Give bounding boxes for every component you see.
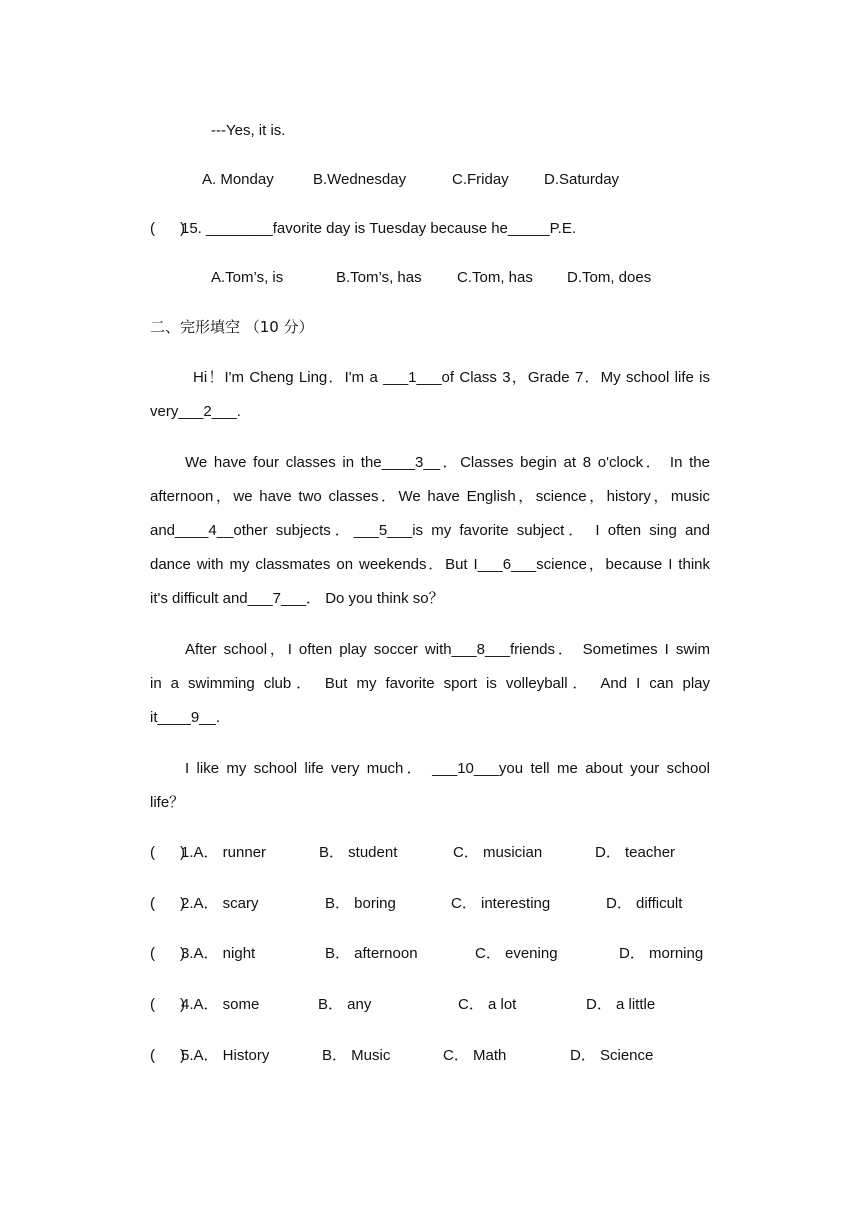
passage-p2-line3: and____4__other subjects．___5___is my favorite subject． I often sing and (150, 522, 710, 539)
cloze-5-option-c: C． Math (443, 1047, 507, 1064)
passage-p3-line2: in a swimming club． But my favorite sport is volleyball． And I can play (150, 675, 710, 692)
cloze-2-option-c: C． interesting (451, 895, 551, 912)
passage-p1-line1: Hi！I'm Cheng Ling．I'm a ___1___of Class 3，Grade 7．My school life is (193, 369, 710, 386)
passage-p2-line1: We have four classes in the____3__．Classes begin at 8 o'clock． In the (185, 454, 710, 471)
cloze-2-bracket: ( ) (150, 895, 185, 912)
q15-option-b: B.Tom’s, has (336, 269, 422, 286)
cloze-3-bracket: ( ) (150, 945, 185, 962)
cloze-3-option-c: C． evening (475, 945, 558, 962)
section-heading: 二、完形填空 （10 分） (150, 318, 314, 336)
cloze-question-5 (0, 1046, 860, 1186)
cloze-1-option-d: D． teacher (595, 844, 676, 861)
cloze-4-option-d: D． a little (586, 996, 656, 1013)
passage-p2-line5: it's difficult and___7___． Do you think so？ (150, 590, 444, 607)
passage-p4-line1: I like my school life very much． ___10___you tell me about your school (185, 760, 710, 777)
passage-p2-line2: afternoon，we have two classes．We have English，science，history，music (150, 488, 710, 505)
passage-p4-line2: life？ (150, 794, 185, 811)
q15-option-d: D.Tom, does (567, 269, 652, 286)
passage-p2-line4: dance with my classmates on weekends．But I___6___science，because I think (150, 556, 710, 573)
cloze-4-bracket: ( ) (150, 996, 185, 1013)
q14-option-d: D.Saturday (544, 171, 620, 188)
cloze-4-option-b: B． any (318, 996, 372, 1013)
cloze-4-option-c: C． a lot (458, 996, 517, 1013)
cloze-2-option-b: B． boring (325, 895, 396, 912)
cloze-3-option-a: 3.A． night (181, 945, 256, 962)
q14-option-c: C.Friday (452, 171, 509, 188)
q14-option-a: A. Monday (202, 171, 274, 188)
passage-p1-line2: very___2___. (150, 403, 241, 420)
cloze-1-option-b: B． student (319, 844, 398, 861)
cloze-3-option-d: D． morning (619, 945, 704, 962)
cloze-1-option-c: C． musician (453, 844, 543, 861)
cloze-5-option-b: B． Music (322, 1047, 391, 1064)
q15-option-a: A.Tom’s, is (211, 269, 284, 286)
cloze-1-option-a: 1.A． runner (181, 844, 267, 861)
cloze-4-option-a: 4.A． some (181, 996, 260, 1013)
cloze-5-option-a: 5.A． History (181, 1047, 270, 1064)
q15-bracket: ( ) (150, 220, 185, 237)
q14-option-b: B.Wednesday (313, 171, 407, 188)
cloze-2-option-a: 2.A． scary (181, 895, 259, 912)
q15-stem: 15. ________favorite day is Tuesday because he_____P.E. (181, 220, 577, 237)
q14-answer-line: ---Yes, it is. (211, 122, 286, 139)
cloze-5-option-d: D． Science (570, 1047, 654, 1064)
cloze-3-option-b: B． afternoon (325, 945, 418, 962)
passage-p3-line1: After school，I often play soccer with___8___friends． Sometimes I swim (185, 641, 710, 658)
cloze-2-option-d: D． difficult (606, 895, 683, 912)
cloze-5-bracket: ( ) (150, 1047, 185, 1064)
cloze-1-bracket: ( ) (150, 844, 185, 861)
passage-p3-line3: it____9__. (150, 709, 221, 726)
q15-option-c: C.Tom, has (457, 269, 533, 286)
